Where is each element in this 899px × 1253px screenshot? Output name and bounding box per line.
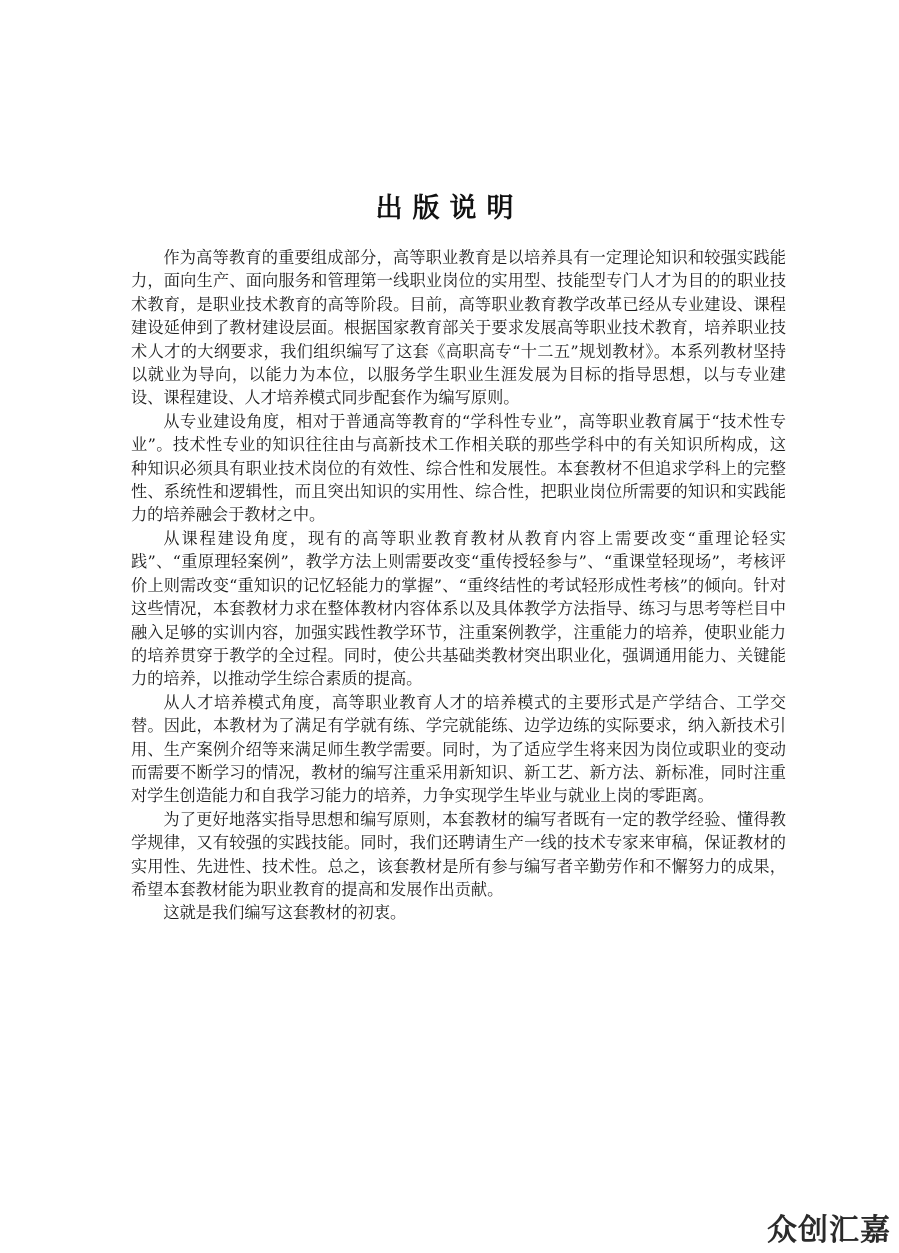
paragraph-curriculum: 从课程建设角度，现有的高等职业教育教材从教育内容上需要改变“重理论轻实践”、“重原理轻案例”，教学方法上则需要改变“重传授轻参与”、“重课堂轻现场”，考核评价上则需改变“重知识的记忆轻能力的掌握”、“重终结性的考试轻形成性考核”的倾向。针对这些情况，本套教材力求在整体教材内容体系以及具体教学方法指导、练习与思考等栏目中融入足够的实训内容，加强实践性教学环节，注重案例教学，注重能力的培养，使职业能力的培养贯穿于教学的全过程。同时，使公共基础类教材突出职业化，强调通用能力、关键能力的培养，以推动学生综合素质的提高。 bbox=[131, 528, 786, 689]
paragraph-closing: 这就是我们编写这套教材的初衷。 bbox=[163, 903, 407, 923]
paragraph-intro: 作为高等教育的重要组成部分，高等职业教育是以培养具有一定理论知识和较强实践能力，面向生产、面向服务和管理第一线职业岗位的实用型、技能型专门人才为目的的职业技术教育，是职业技术教育的高等阶段。目前，高等职业教育教学改革已经从专业建设、课程建设延伸到了教材建设层面。根据国家教育部关于要求发展高等职业技术教育，培养职业技术人才的大纲要求，我们组织编写了这套《高职高专“十二五”规划教材》。本系列教材坚持以就业为导向，以能力为本位，以服务学生职业生涯发展为目标的指导思想，以与专业建设、课程建设、人才培养模式同步配套作为编写原则。 bbox=[131, 248, 786, 408]
paragraph-specialty: 从专业建设角度，相对于普通高等教育的“学科性专业”，高等职业教育属于“技术性专业”。技术性专业的知识往往由与高新技术工作相关联的那些学科中的有关知识所构成，这种知识必须具有职业技术岗位的有效性、综合性和发展性。本套教材不但追求学科上的完整性、系统性和逻辑性，而且突出知识的实用性、综合性，把职业岗位所需要的知识和实践能力的培养融会于教材之中。 bbox=[131, 411, 786, 525]
page-title: 出版说明 bbox=[375, 193, 524, 225]
watermark-logo: 众创汇嘉 bbox=[767, 1213, 891, 1248]
paragraph-training-model: 从人才培养模式角度，高等职业教育人才的培养模式的主要形式是产学结合、工学交替。因此，本教材为了满足有学就有练、学完就能练、边学边练的实际要求，纳入新技术引用、生产案例介绍等来满足师生教学需要。同时，为了适应学生将来因为岗位或职业的变动而需要不断学习的情况，教材的编写注重采用新知识、新工艺、新方法、新标准，同时注重对学生创造能力和自我学习能力的培养，力争实现学生毕业与就业上岗的零距离。 bbox=[131, 692, 786, 806]
document-body bbox=[131, 246, 786, 925]
paragraph-authors: 为了更好地落实指导思想和编写原则，本套教材的编写者既有一定的教学经验、懂得教学规律，又有较强的实践技能。同时，我们还聘请生产一线的技术专家来审稿，保证教材的实用性、先进性、技术性。总之，该套教材是所有参与编写者辛勤劳作和不懈努力的成果，希望本套教材能为职业教育的提高和发展作出贡献。 bbox=[131, 809, 786, 899]
